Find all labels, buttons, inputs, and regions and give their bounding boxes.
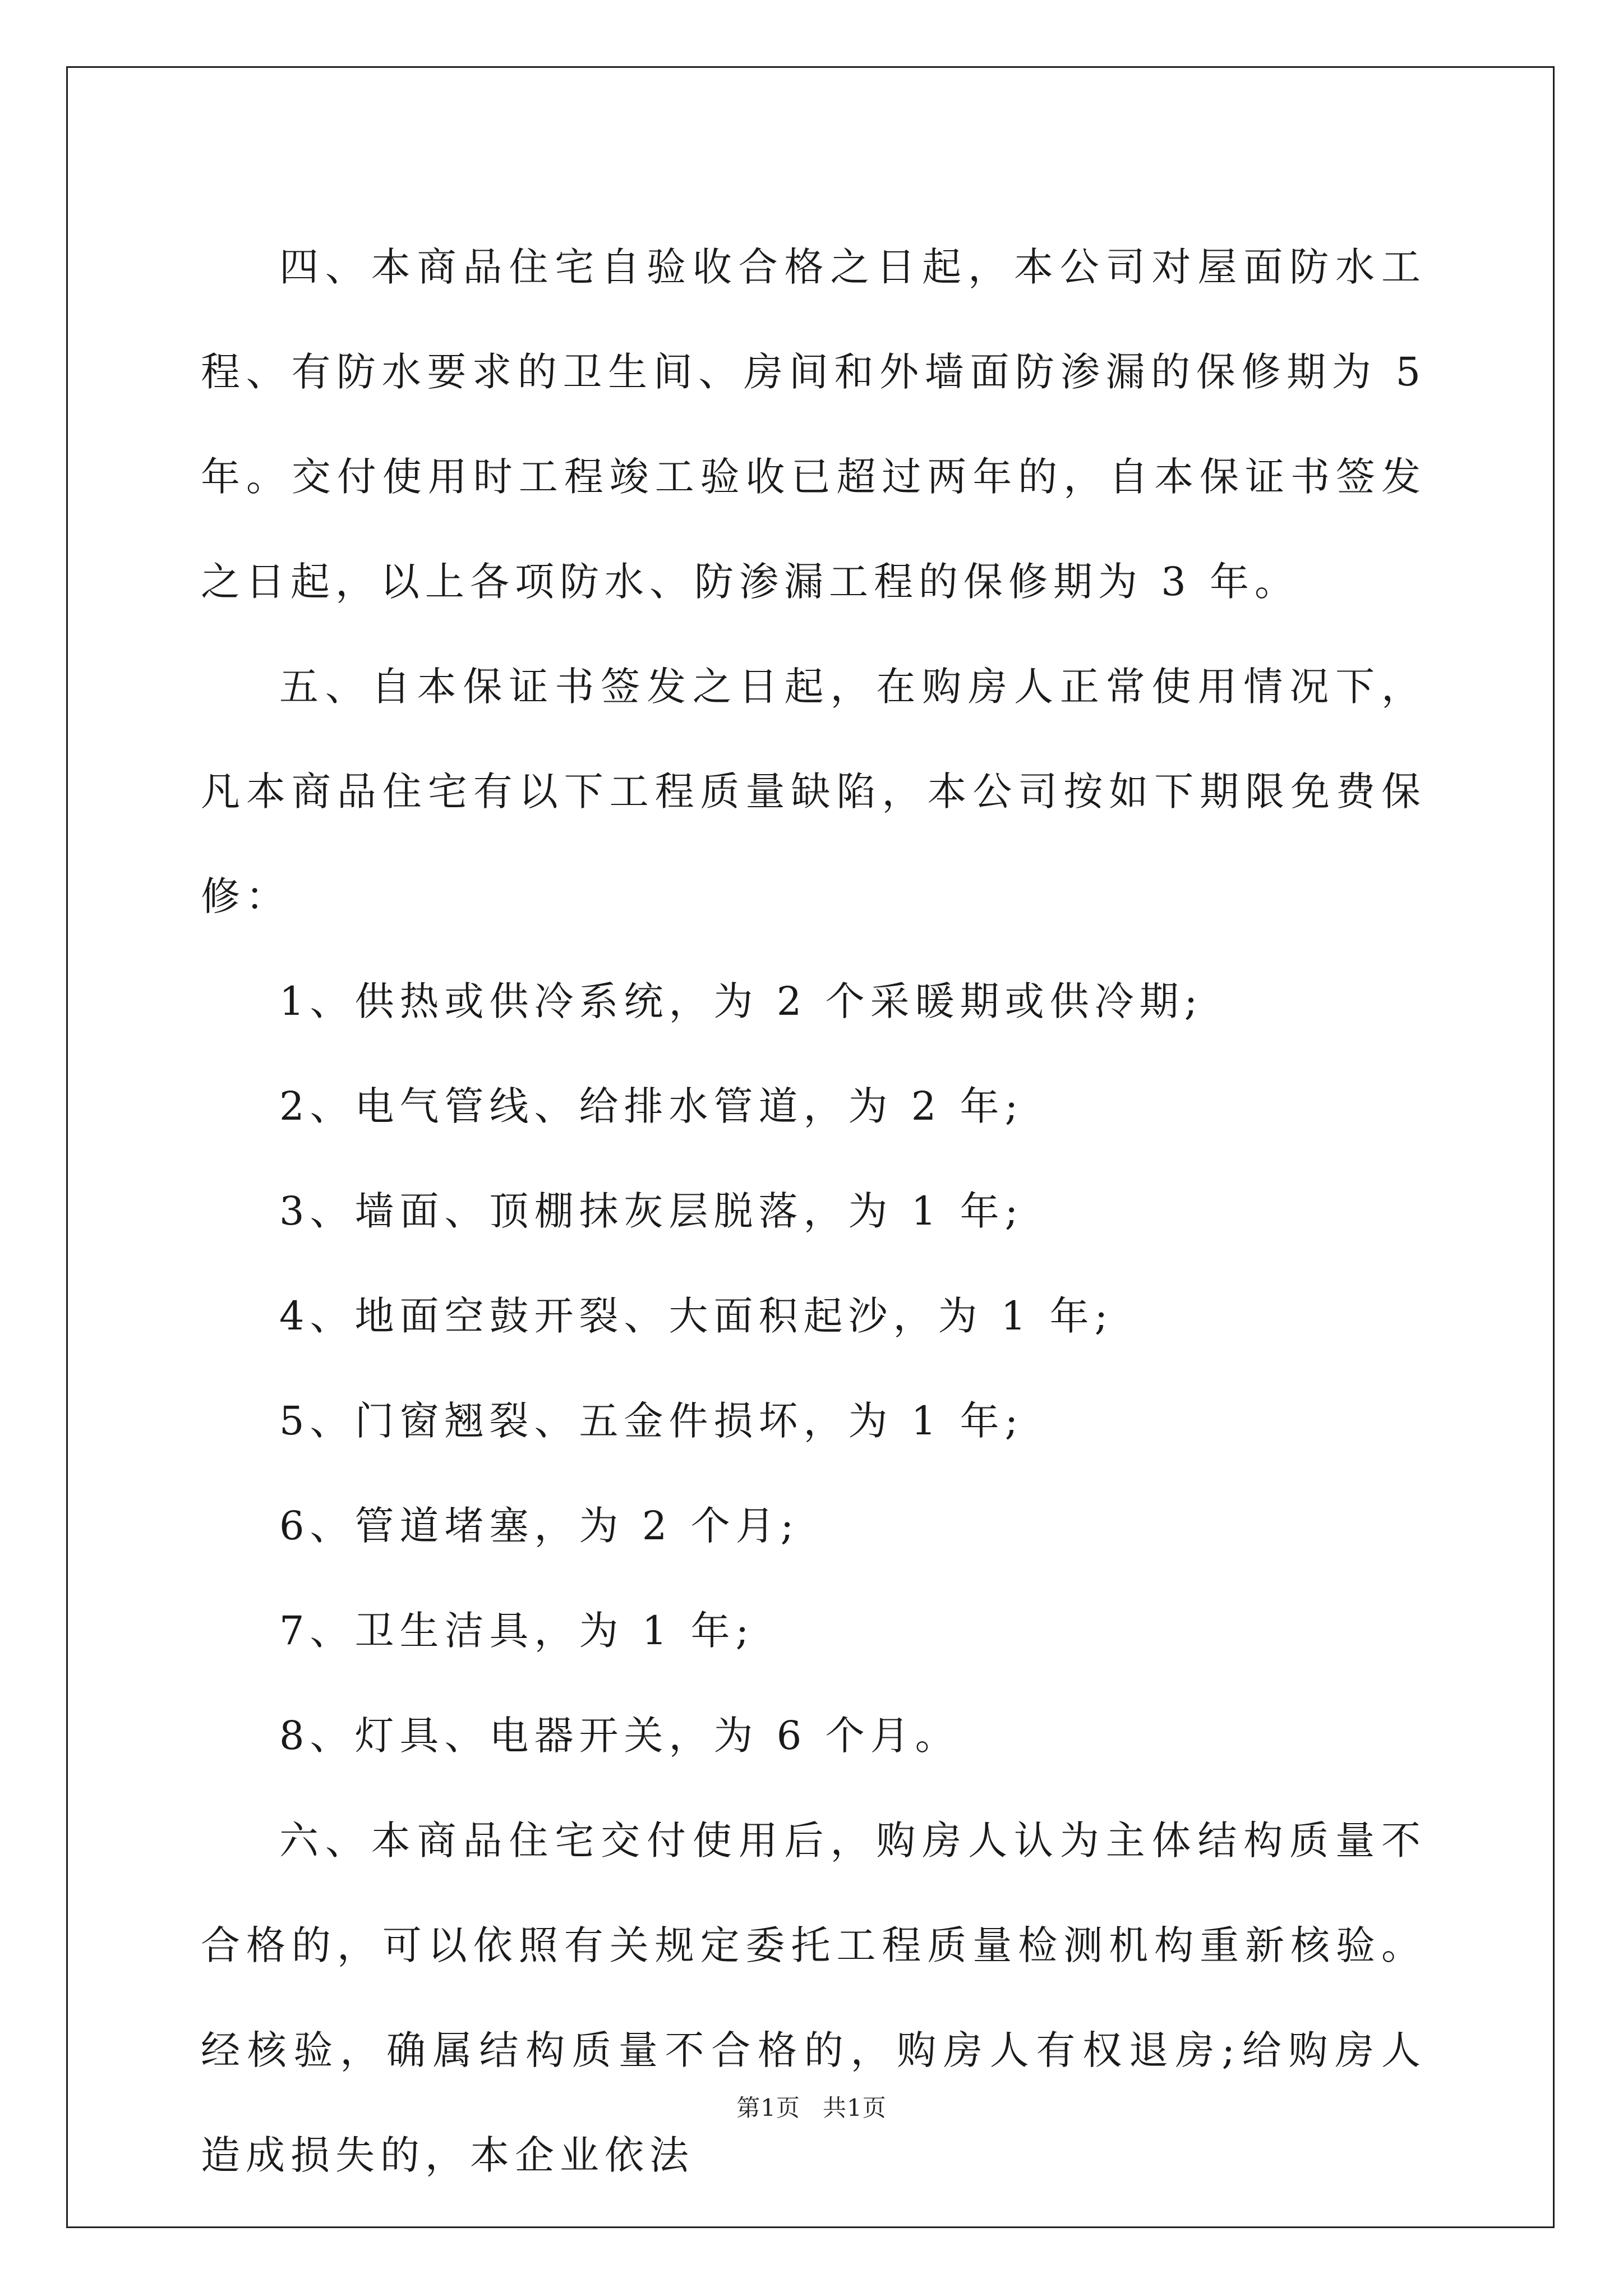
page-number-total: 共1页	[823, 2094, 887, 2122]
list-item-3: 3、墙面、顶棚抹灰层脱落，为 1 年;	[279, 1188, 1024, 1234]
paragraph-section-5: 五、自本保证书签发之日起，在购房人正常使用情况下，凡本商品住宅有以下工程质量缺陷，本公司按如下期限免费保修：	[201, 664, 1426, 919]
paragraph-section-6: 六、本商品住宅交付使用后，购房人认为主体结构质量不合格的，可以依照有关规定委托工程质量检测机构重新核验。经核验，确属结构质量不合格的，购房人有权退房;给购房人造成损失的，本企业依法	[201, 1818, 1426, 2178]
page-number-current: 第1页	[736, 2094, 800, 2122]
list-item-1: 1、供热或供冷系统，为 2 个采暖期或供冷期;	[279, 978, 1204, 1024]
page-footer	[0, 2090, 1623, 2123]
list-item-2: 2、电气管线、给排水管道，为 2 年;	[279, 1083, 1024, 1129]
list-item-4: 4、地面空鼓开裂、大面积起沙，为 1 年;	[279, 1293, 1114, 1339]
list-item-6: 6、管道堵塞，为 2 个月;	[279, 1503, 800, 1549]
document-body	[201, 215, 1426, 2208]
list-item-8: 8、灯具、电器开关，为 6 个月。	[279, 1713, 960, 1759]
paragraph-section-4: 四、本商品住宅自验收合格之日起，本公司对屋面防水工程、有防水要求的卫生间、房间和外墙面防渗漏的保修期为 5 年。交付使用时工程竣工验收已超过两年的，自本保证书签发之日起，以上各项防水、防渗漏工程的保修期为 3 年。	[201, 244, 1426, 605]
list-item-7: 7、卫生洁具，为 1 年;	[279, 1608, 755, 1654]
list-item-5: 5、门窗翘裂、五金件损坏，为 1 年;	[279, 1398, 1024, 1444]
